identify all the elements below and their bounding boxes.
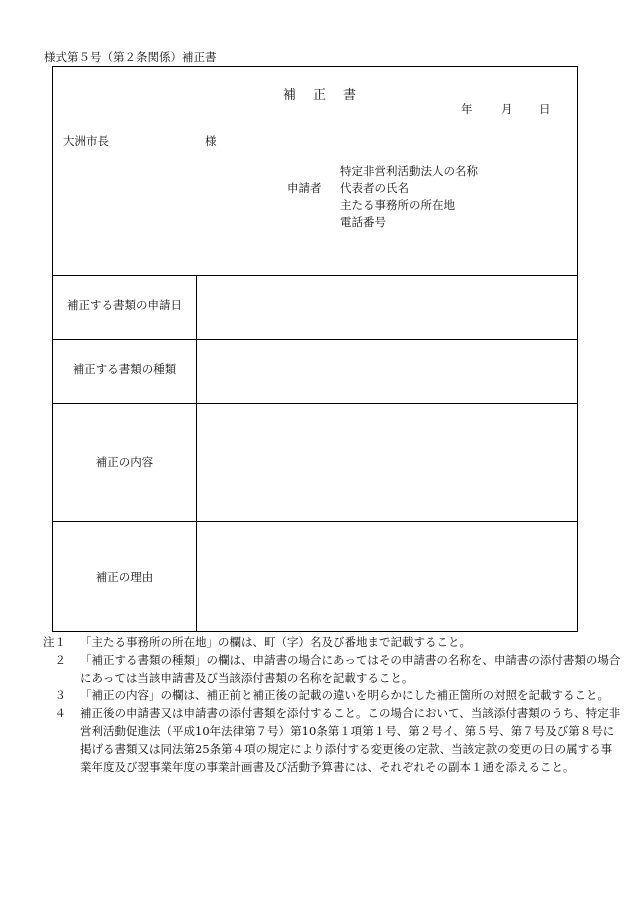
form-number-label: 様式第５号（第２条関係）補正書 — [44, 50, 217, 64]
table-divider — [53, 403, 577, 404]
row-label-correction-content: 補正の内容 — [95, 455, 154, 469]
table-divider — [53, 275, 577, 276]
note-text: 補正後の申請書又は申請書の添付書類を添付すること。この場合において、当該添付書類のうち、特定非営利活動促進法（平成10年法律第７号）第10条第１項第１号、第２号イ、第５号、第７号及び第８号に掲げる書類又は同法第25条第４項の規定により添付する変更後の定款、当該定款の変更の日の属する事業年度及び翌事業年度の事業計画書及び活動予算書には、それぞれその副本１通を添えること。 — [80, 706, 621, 774]
notes-section — [40, 634, 622, 776]
row-label-application-date: 補正する書類の申請日 — [67, 298, 182, 312]
table-divider — [53, 339, 577, 340]
table-column-divider — [196, 275, 197, 631]
note-text: 「補正の内容」の欄は、補正前と補正後の記載の違いを明らかにした補正箇所の対照を記載すること。 — [80, 688, 609, 703]
honorific: 様 — [205, 134, 217, 148]
applicant-phone: 電話番号 — [340, 215, 386, 229]
note-number: ４ — [54, 706, 66, 721]
correction-form — [52, 66, 578, 632]
value-cell-correction-reason[interactable] — [203, 527, 573, 627]
date-month: 月 — [501, 102, 513, 116]
note-item — [40, 687, 622, 705]
row-label-document-type: 補正する書類の種類 — [72, 362, 177, 376]
addressee: 大洲市長 — [63, 134, 109, 148]
note-item — [40, 652, 622, 688]
note-number: ２ — [54, 652, 66, 667]
note-item — [40, 705, 622, 776]
date-day: 日 — [539, 102, 551, 116]
table-divider — [53, 521, 577, 522]
value-cell-correction-content[interactable] — [203, 409, 573, 515]
applicant-org-name: 特定非営利活動法人の名称 — [340, 164, 478, 178]
value-cell-document-type[interactable] — [203, 345, 573, 397]
note-text: 「補正する書類の種類」の欄は、申請書の場合にあってはその申請書の名称を、申請書の添付書類の場合にあっては当該申請書及び当該添付書類の名称を記載すること。 — [80, 652, 621, 685]
note-item — [40, 634, 622, 652]
date-year: 年 — [461, 102, 473, 116]
note-number: 注１ — [43, 635, 66, 649]
note-text: 「主たる事務所の所在地」の欄は、町（字）名及び番地まで記載すること。 — [80, 635, 471, 649]
document-title: 補 正 書 — [283, 88, 359, 103]
applicant-office-address: 主たる事務所の所在地 — [340, 198, 455, 212]
note-number: ３ — [54, 688, 66, 703]
applicant-representative: 代表者の氏名 — [340, 181, 409, 195]
row-label-correction-reason: 補正の理由 — [95, 570, 154, 584]
applicant-label: 申請者 — [287, 181, 322, 195]
value-cell-application-date[interactable] — [203, 281, 573, 333]
